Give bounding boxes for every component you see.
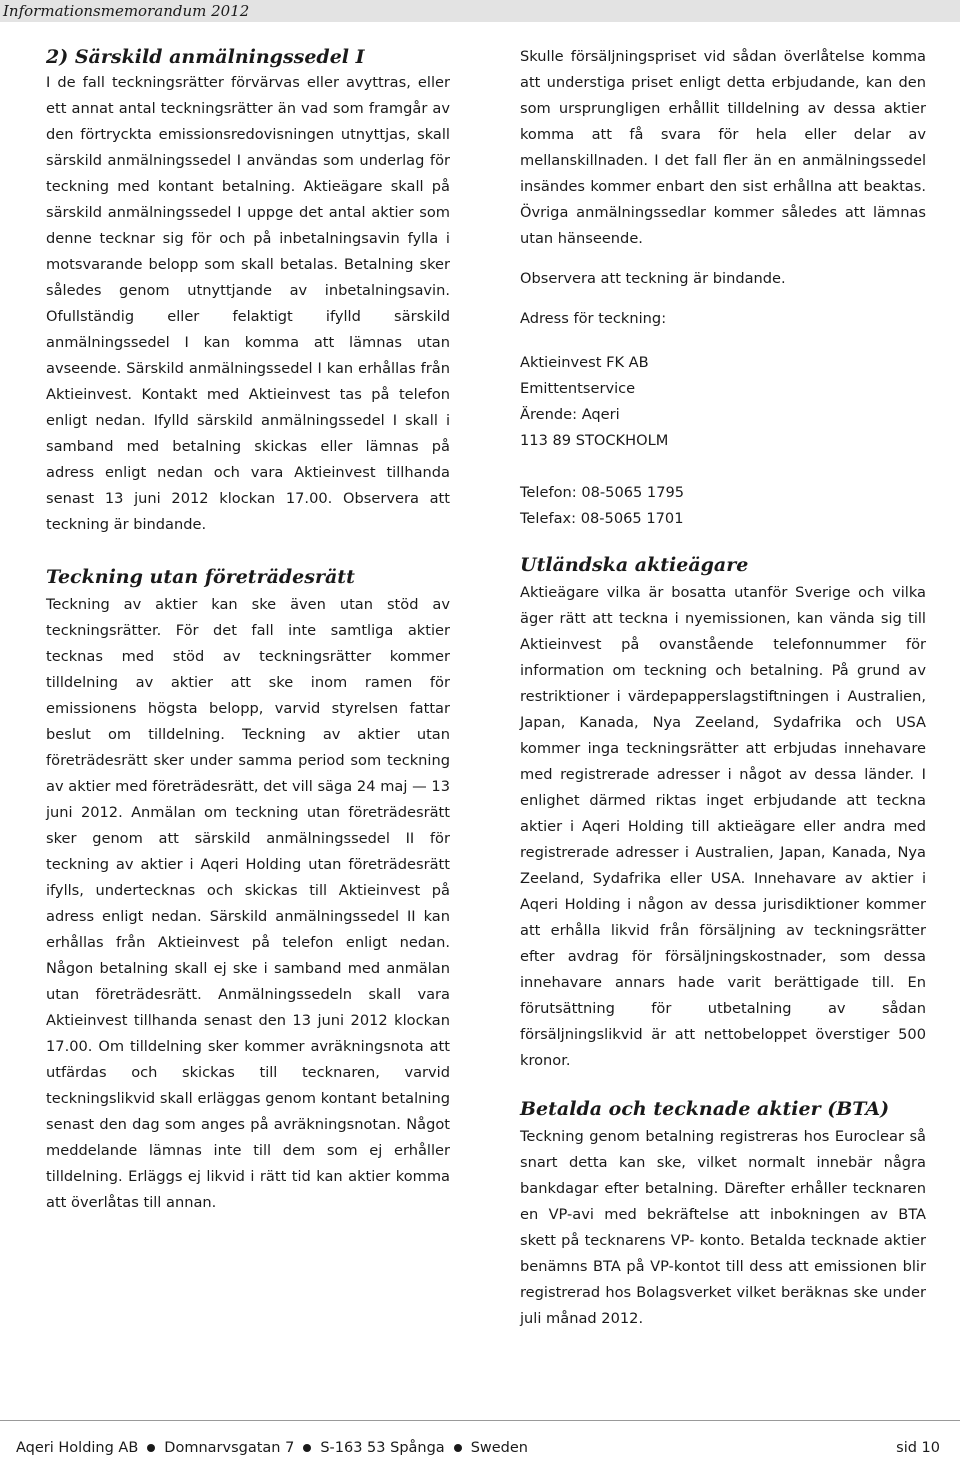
section-heading-subscription-form-i: 2) Särskild anmälningssedel I (46, 46, 365, 68)
fax-number: Telefax: 08-5065 1701 (520, 510, 684, 527)
left-column (46, 44, 450, 1216)
section-body-subscription-form-i: I de fall teckningsrätter förvärvas eller avyttras, eller ett annat antal teckningsrätter än vad som framgår av den förtryckta emissionsredovisningen utnyttjas, skall särskild anmälningssedel I användas som underlag för teckning med kontant betalning. Aktieägare skall på särskild anmälningssedel I uppge det antal aktier som denne tecknar sig för och på inbetalningsavin fylla i motsvarande belopp som skall betalas. Betalning sker således genom utnyttjande av inbetalningsavin. Ofullständig eller felaktigt ifylld särskild anmälningssedel I kan komma att lämnas utan avseende. Särskild anmälningssedel I kan erhållas från Aktieinvest. Kontakt med Aktieinvest tas på telefon enligt nedan. Ifylld särskild anmälningssedel I skall i samband med betalning skickas eller lämnas på adress enligt nedan och vara Aktieinvest tillhanda senast 13 juni 2012 klockan 17.00. Observera att teckning är bindande. (46, 74, 450, 533)
address-reference: Ärende: Aqeri (520, 406, 620, 423)
section-body-subscription-without-rights: Teckning av aktier kan ske även utan stöd av teckningsrätter. För det fall inte samtliga aktier tecknas med stöd av teckningsrätter kommer tilldelning av aktier att ske inom ramen för emissionens högsta belopp, varvid styrelsen fattar beslut om tilldelning. Teckning av aktier utan företrädesrätt sker under samma period som teckning av aktier med företrädesrätt, det vill säga 24 maj — 13 juni 2012. Anmälan om teckning utan företrädesrätt sker genom att särskild anmälningssedel II för teckning av aktier i Aqeri Holding utan företrädesrätt ifylls, undertecknas och skickas till Aktieinvest på adress enligt nedan. Särskild anmälningssedel II kan erhållas från Aktieinvest på telefon enligt nedan. Någon betalning skall ej ske i samband med anmälan utan företrädesrätt. Anmälningssedeln skall vara Aktieinvest tillhanda senast den 13 juni 2012 klockan 17.00. Om tilldelning sker kommer avräkningsnota att utfärdas och skickas till tecknaren, varvid teckningslikvid skall erläggas genom kontant betalning senast den dag som anges på avräkningsnotan. Något meddelande lämnas inte till dem som ej erhåller tilldelning. Erläggs ej likvid i rätt tid kan aktier komma att överlåtas till annan. (46, 596, 450, 1211)
binding-note: Observera att teckning är bindande. (520, 270, 786, 287)
contact-numbers (520, 480, 926, 532)
section-heading-subscription-without-rights: Teckning utan företrädesrätt (46, 566, 355, 588)
footer-street: Domnarvsgatan 7 (164, 1440, 295, 1456)
bullet-icon (303, 1444, 311, 1452)
address-department: Emittentservice (520, 380, 636, 397)
footer-address (16, 1438, 528, 1458)
footer-company: Aqeri Holding AB (16, 1440, 139, 1456)
address-company: Aktieinvest FK AB (520, 354, 649, 371)
address-city: 113 89 STOCKHOLM (520, 432, 669, 449)
page-footer (16, 1438, 940, 1458)
page-number: sid 10 (896, 1440, 940, 1456)
resale-paragraph: Skulle försäljningspriset vid sådan överlåtelse komma att understiga priset enligt detta erbjudande, kan den som ursprungligen erhållit tilldelning av dessa aktier komma att få svara för hela eller delar av mellanskillnaden. I det fall fler än en anmälningssedel insändes kommer enbart den sist erhållna att beaktas. Övriga anmälningssedlar kommer således att lämnas utan hänseende. (520, 48, 926, 247)
document-title: Informationsmemorandum 2012 (3, 2, 250, 20)
section-body-bta: Teckning genom betalning registreras hos Euroclear så snart detta kan ske, vilket normalt innebär några bankdagar efter betalning. Därefter erhåller tecknaren en VP-avi med bekräftelse att inbokningen av BTA skett på tecknarens VP- konto. Betalda tecknade aktier benämns BTA på VP-kontot till dess att emissionen blir registrerad hos Bolagsverket vilket beräknas ske under juli månad 2012. (520, 1128, 926, 1327)
page-header (0, 0, 960, 22)
footer-divider (0, 1420, 960, 1421)
address-label: Adress för teckning: (520, 310, 667, 327)
phone-number: Telefon: 08-5065 1795 (520, 484, 685, 501)
footer-country: Sweden (470, 1440, 528, 1456)
section-body-foreign-shareholders: Aktieägare vilka är bosatta utanför Sverige och vilka äger rätt att teckna i nyemissionen, kan vända sig till Aktieinvest på ovanstående telefonnummer för information om teckning och betalning. På grund av restriktioner i värdepapperslagstiftningen i Australien, Japan, Kanada, Nya Zeeland, Sydafrika och USA kommer inga teckningsrätter att erbjudas innehavare med registrerade adresser i något av dessa länder. I enlighet därmed riktas inget erbjudande att teckna aktier i Aqeri Holding till aktieägare eller andra med registrerade adresser i Australien, Japan, Kanada, Nya Zeeland, Sydafrika eller USA. Innehavare av aktier i Aqeri Holding i någon av dessa jurisdiktioner kommer att erhålla likvid från försäljning av teckningsrätter efter avdrag för försäljningskostnader, som dessa innehavare annars hade varit berättigade till. En förutsättning för utbetalning av sådan försäljningslikvid är att nettobeloppet överstiger 500 kronor. (520, 584, 926, 1069)
bullet-icon (454, 1444, 462, 1452)
footer-postal: S-163 53 Spånga (320, 1440, 445, 1456)
section-heading-bta: Betalda och tecknade aktier (BTA) (520, 1098, 890, 1120)
bullet-icon (147, 1444, 155, 1452)
section-heading-foreign-shareholders: Utländska aktieägare (520, 554, 749, 576)
subscription-address (520, 350, 926, 454)
right-column (520, 44, 926, 1332)
